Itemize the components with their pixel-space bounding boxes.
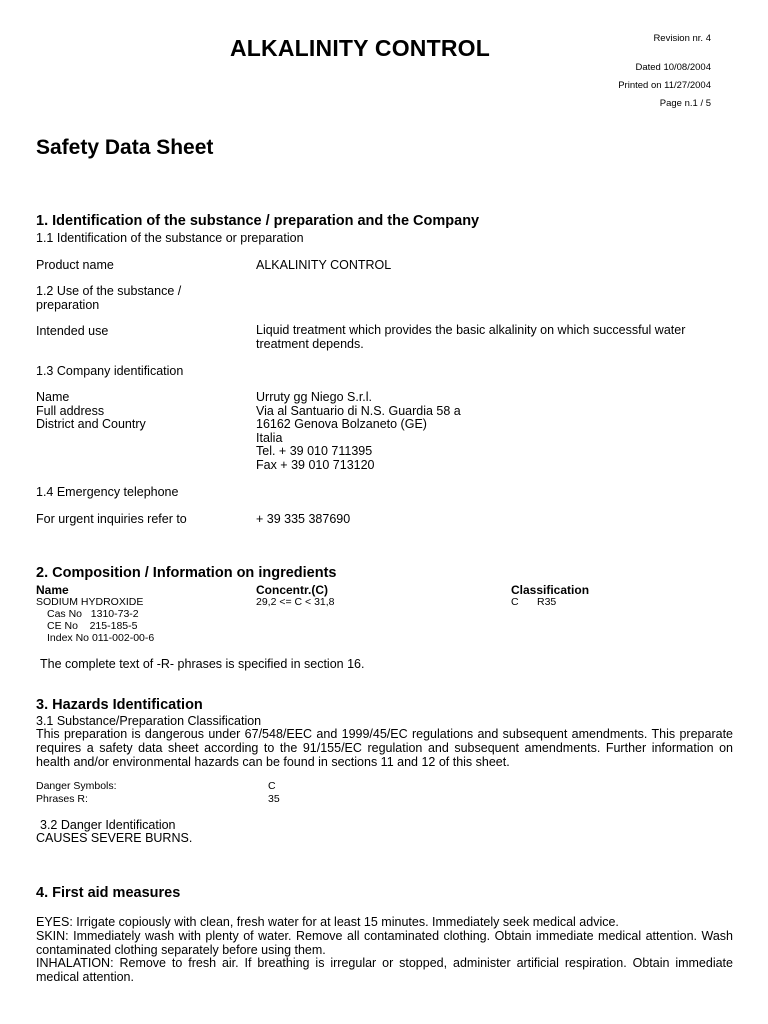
urgent-inquiries-label: For urgent inquiries refer to: [36, 512, 187, 526]
danger-statement: CAUSES SEVERE BURNS.: [36, 831, 193, 845]
column-name-header: Name: [36, 583, 69, 597]
index-number: Index No 011-002-00-6: [47, 632, 155, 644]
subsection-1-2-line: 1.2 Use of the substance /: [36, 284, 182, 298]
classification-symbol: C: [511, 596, 519, 608]
revision-number: Revision nr. 4: [653, 33, 711, 44]
cas-number: Cas No 1310-73-2: [47, 608, 139, 620]
company-line: Tel. + 39 010 711395: [256, 444, 373, 458]
subsection-3-1: 3.1 Substance/Preparation Classification: [36, 714, 262, 728]
r-phrases-note: The complete text of -R- phrases is specified in section 16.: [40, 657, 365, 671]
company-address-label: Full address: [36, 403, 105, 418]
subsection-3-2: 3.2 Danger Identification: [40, 818, 176, 832]
company-line: 16162 Genova Bolzaneto (GE): [256, 417, 427, 431]
company-line: Fax + 39 010 713120: [256, 457, 375, 472]
section-3-heading: 3. Hazards Identification: [36, 697, 203, 713]
subsection-1-1: 1.1 Identification of the substance or preparation: [36, 231, 304, 245]
danger-symbols-label: Danger Symbols:: [36, 780, 117, 792]
first-aid-skin: SKIN: Immediately wash with plenty of water. Remove all contaminated clothing. Obtain immediate medical attention. Wash contaminated clothing separately before using them.: [36, 929, 733, 957]
ingredient-concentration: 29,2 <= C < 31,8: [256, 596, 335, 608]
column-concentration-header: Concentr.(C): [256, 583, 328, 597]
document-header-title: ALKALINITY CONTROL: [230, 35, 490, 61]
phrases-r-label: Phrases R:: [36, 793, 88, 805]
first-aid-eyes: EYES: Irrigate copiously with clean, fresh water for at least 15 minutes. Immediately seek medical advice.: [36, 915, 619, 929]
dated: Dated 10/08/2004: [635, 62, 711, 73]
product-name-value: ALKALINITY CONTROL: [256, 258, 392, 272]
company-name-label: Name: [36, 390, 70, 404]
subsection-1-4: 1.4 Emergency telephone: [36, 485, 179, 499]
subsection-1-2: [36, 285, 181, 312]
intended-use-value: [256, 324, 685, 351]
section-1-heading: 1. Identification of the substance / preparation and the Company: [36, 213, 480, 229]
ingredient-block: [36, 596, 154, 644]
classification-paragraph: This preparation is dangerous under 67/548/EEC and 1999/45/EC regulations and subsequent amendments. This preparate requires a safety data sheet according to the 91/155/EC regulation and subsequent amendments. Further information on health and/or environmental hazards can be found in sections 11 and 12 of this sheet.: [36, 727, 733, 769]
classification-phrase: R35: [537, 596, 557, 608]
company-district-label: District and Country: [36, 417, 146, 431]
intended-use-line: Liquid treatment which provides the basic alkalinity on which successful water: [256, 323, 686, 337]
danger-symbols-value: C: [268, 780, 276, 792]
company-line: Italia: [256, 430, 283, 445]
first-aid-inhalation: INHALATION: Remove to fresh air. If breathing is irregular or stopped, administer artificial respiration. Obtain immediate medical attention.: [36, 956, 733, 984]
product-name-label: Product name: [36, 258, 114, 272]
page-title: Safety Data Sheet: [36, 136, 214, 159]
company-line: Urruty gg Niego S.r.l.: [256, 390, 373, 404]
column-classification-header: Classification: [511, 583, 590, 597]
company-line: Via al Santuario di N.S. Guardia 58 a: [256, 403, 461, 418]
company-labels: [36, 391, 146, 432]
page-number: Page n.1 / 5: [659, 98, 711, 109]
section-2-heading: 2. Composition / Information on ingredients: [36, 565, 337, 581]
intended-use-label: Intended use: [36, 324, 109, 338]
subsection-1-2-line: preparation: [36, 297, 100, 312]
intended-use-line: treatment depends.: [256, 336, 364, 351]
phrases-r-value: 35: [268, 793, 280, 805]
section-4-heading: 4. First aid measures: [36, 885, 181, 901]
ingredient-name: SODIUM HYDROXIDE: [36, 596, 144, 608]
company-details: [256, 391, 461, 472]
printed-on: Printed on 11/27/2004: [618, 80, 711, 91]
emergency-phone: + 39 335 387690: [256, 512, 351, 526]
subsection-1-3: 1.3 Company identification: [36, 364, 184, 378]
ce-number: CE No 215-185-5: [47, 620, 138, 632]
